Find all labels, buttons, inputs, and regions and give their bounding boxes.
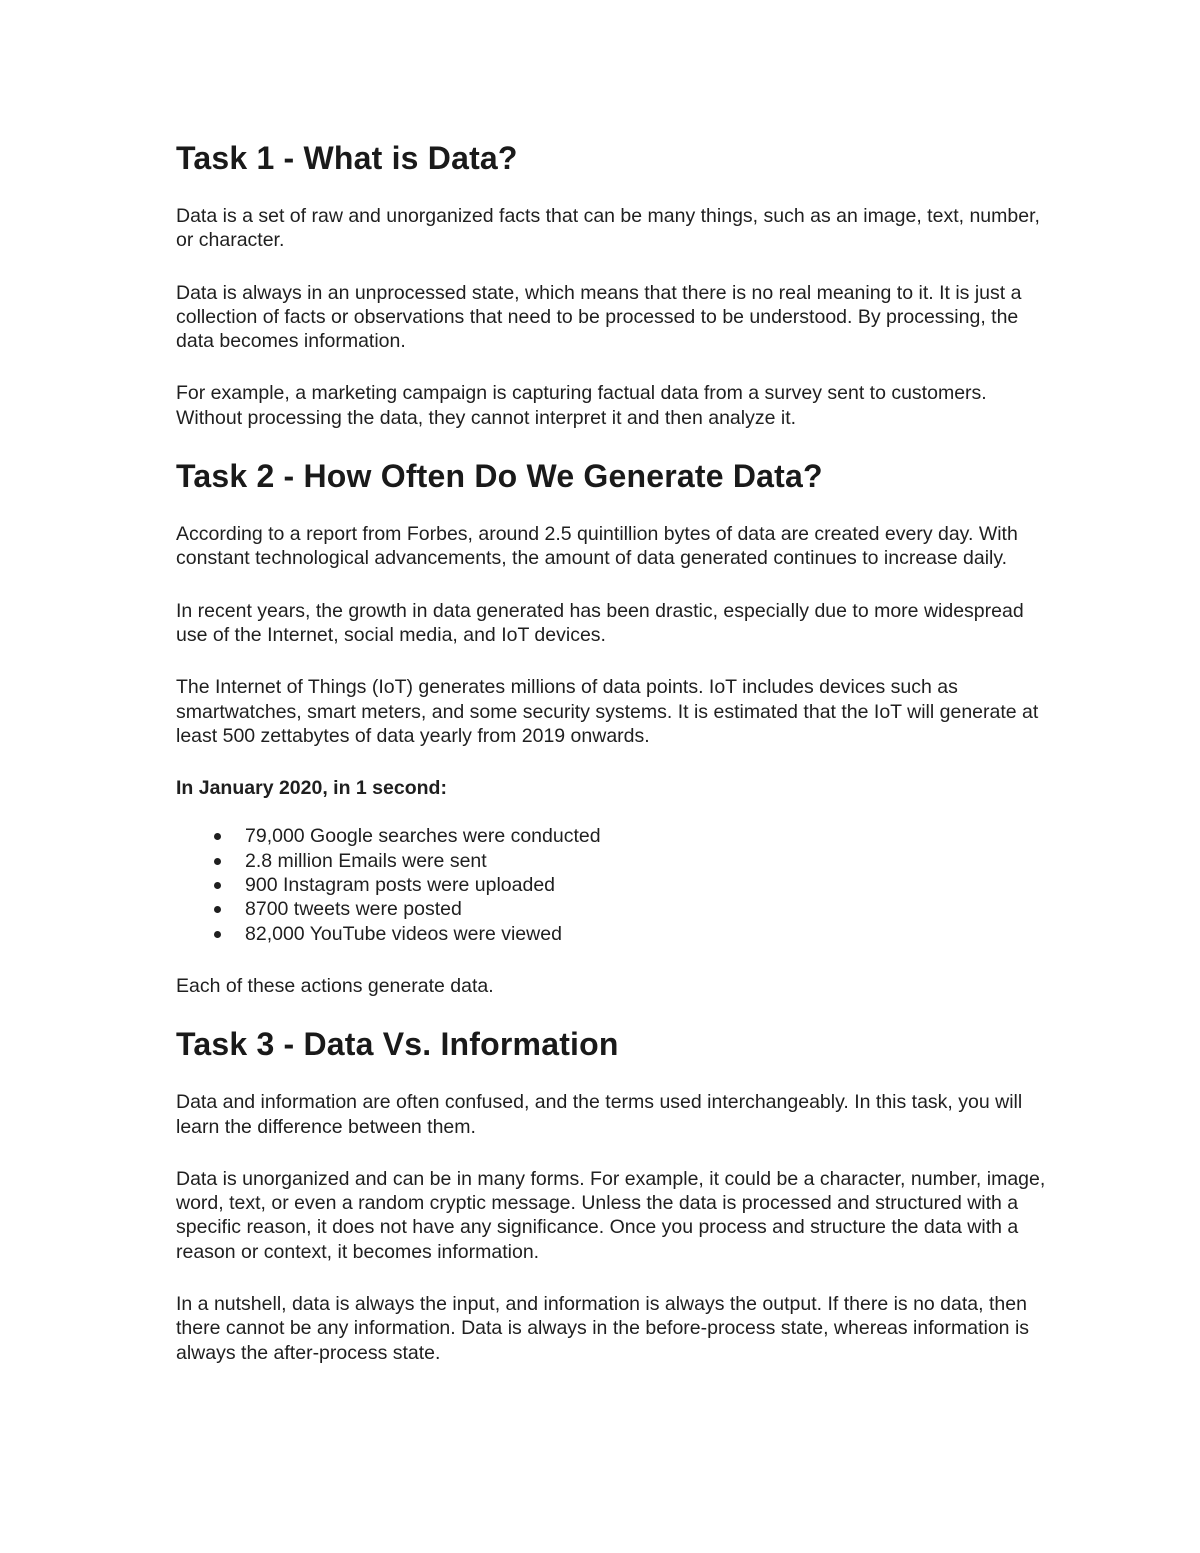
list-item-text: 2.8 million Emails were sent bbox=[245, 849, 487, 872]
bullet-icon bbox=[214, 931, 221, 938]
task2-list-intro: In January 2020, in 1 second: bbox=[176, 777, 447, 800]
task1-heading: Task 1 - What is Data? bbox=[176, 140, 518, 176]
list-item bbox=[176, 873, 1046, 897]
task2-paragraph: According to a report from Forbes, around 2.5 quintillion bytes of data are created every day. With constant technological advancements, the amount of data generated continues to increase daily. bbox=[176, 523, 1018, 570]
bullet-icon bbox=[214, 858, 221, 865]
task3-paragraph: Data is unorganized and can be in many forms. For example, it could be a character, number, image, word, text, or even a random cryptic message. Unless the data is processed and structured with a specific reason, it does not have any significance. Once you process and structure the data with a reason or context, it becomes information. bbox=[176, 1167, 1046, 1263]
task1-section bbox=[176, 138, 1046, 430]
list-item-text: 82,000 YouTube videos were viewed bbox=[245, 922, 562, 945]
list-item bbox=[176, 849, 1046, 873]
list-item-text: 79,000 Google searches were conducted bbox=[245, 825, 601, 848]
list-item bbox=[176, 922, 1046, 946]
task3-paragraph: Data and information are often confused, and the terms used interchangeably. In this task, you will learn the difference between them. bbox=[176, 1091, 1023, 1138]
task1-paragraph: Data is a set of raw and unorganized facts that can be many things, such as an image, text, number, or character. bbox=[176, 205, 1040, 252]
document-content bbox=[176, 138, 1046, 1365]
task3-paragraph: In a nutshell, data is always the input, and information is always the output. If there is no data, then there cannot be any information. Data is always in the before-process state, whereas information is always the after-process state. bbox=[176, 1293, 1030, 1364]
task3-section bbox=[176, 1024, 1046, 1365]
list-item-text: 900 Instagram posts were uploaded bbox=[245, 874, 556, 897]
bullet-icon bbox=[214, 882, 221, 889]
list-item-text: 8700 tweets were posted bbox=[245, 898, 462, 921]
task2-paragraph: In recent years, the growth in data generated has been drastic, especially due to more widespread use of the Internet, social media, and IoT devices. bbox=[176, 599, 1024, 646]
task1-paragraph: Data is always in an unprocessed state, which means that there is no real meaning to it. It is just a collection of facts or observations that need to be processed to be understood. By processing, the data becomes information. bbox=[176, 281, 1022, 353]
list-item bbox=[176, 897, 1046, 921]
task1-paragraph: For example, a marketing campaign is capturing factual data from a survey sent to customers. Without processing the data, they cannot interpret it and then analyze it. bbox=[176, 382, 987, 429]
task2-stats-list bbox=[176, 824, 1046, 945]
task3-heading: Task 3 - Data Vs. Information bbox=[176, 1026, 619, 1063]
task2-closing: Each of these actions generate data. bbox=[176, 974, 494, 997]
task2-heading: Task 2 - How Often Do We Generate Data? bbox=[176, 458, 823, 495]
task2-paragraph: The Internet of Things (IoT) generates millions of data points. IoT includes devices such as smartwatches, smart meters, and some security systems. It is estimated that the IoT will generate at least 500 zettabytes of data yearly from 2019 onwards. bbox=[176, 676, 1039, 747]
bullet-icon bbox=[214, 906, 221, 913]
task2-section bbox=[176, 456, 1046, 998]
bullet-icon bbox=[214, 833, 221, 840]
list-item bbox=[176, 824, 1046, 848]
